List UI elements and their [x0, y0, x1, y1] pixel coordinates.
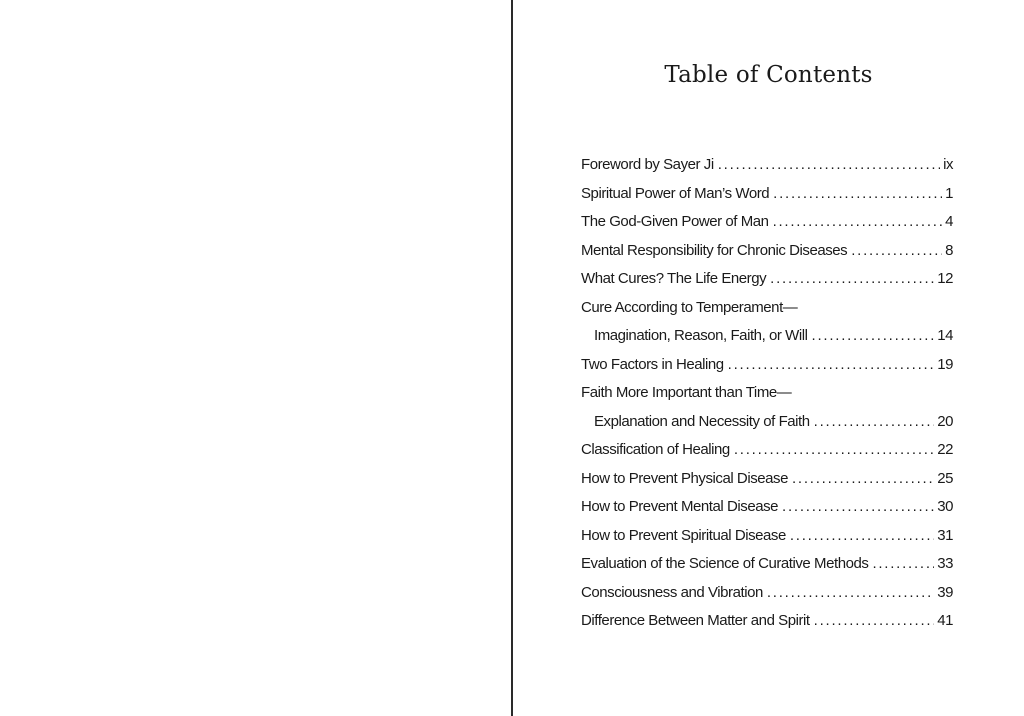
toc-entry-title: Faith More Important than Time— [581, 384, 792, 401]
toc-dot-leader [773, 208, 943, 237]
toc-dot-leader [792, 465, 934, 494]
toc-entry-page: 30 [937, 498, 953, 515]
toc-entry-title: Consciousness and Vibration [581, 583, 763, 601]
toc-entry[interactable] [581, 436, 953, 465]
toc-dot-leader [773, 180, 942, 209]
toc-entry-heading[interactable] [581, 294, 953, 323]
toc-entry[interactable] [581, 237, 953, 266]
toc-dot-leader [812, 322, 935, 351]
toc-entry[interactable] [581, 180, 953, 209]
toc-entry-page: 8 [945, 241, 953, 259]
toc-dot-leader [814, 607, 935, 636]
toc-entry[interactable] [581, 522, 953, 551]
toc-dot-leader [728, 351, 935, 380]
toc-entry[interactable] [581, 579, 953, 608]
toc-entry-title: How to Prevent Physical Disease [581, 469, 788, 487]
toc-entry-title: Difference Between Matter and Spirit [581, 612, 810, 629]
toc-dot-leader [814, 408, 935, 437]
toc-entry-title: Classification of Healing [581, 441, 730, 458]
toc-entry[interactable] [581, 265, 953, 294]
toc-title: Table of Contents [664, 62, 873, 88]
toc-entry-page: 41 [937, 612, 953, 629]
toc-entry[interactable] [581, 351, 953, 380]
toc-dot-leader [770, 265, 934, 294]
toc-entry-page: 4 [945, 213, 953, 230]
toc-entry-title: What Cures? The Life Energy [581, 270, 767, 287]
toc-entry-page: 12 [937, 270, 953, 287]
toc-dot-leader [718, 151, 940, 180]
toc-entry-subline[interactable] [581, 408, 953, 437]
right-page-toc [513, 0, 1024, 716]
toc-entry-page: 22 [937, 441, 953, 458]
toc-entry-title: How to Prevent Spiritual Disease [581, 526, 786, 544]
toc-entry-page: 20 [937, 412, 953, 430]
toc-dot-leader [782, 493, 934, 522]
toc-dot-leader [851, 237, 942, 266]
toc-entry-title: Foreword by Sayer Ji [581, 156, 714, 173]
toc-entry-subline[interactable] [581, 322, 953, 351]
toc-entry[interactable] [581, 151, 953, 180]
toc-entry-title: How to Prevent Mental Disease [581, 498, 779, 515]
toc-entry[interactable] [581, 208, 953, 237]
toc-entry-page: 33 [937, 555, 953, 572]
toc-entry-page: 1 [945, 184, 953, 202]
toc-entry-title: Evaluation of the Science of Curative Methods [581, 555, 869, 572]
toc-entry-title: Spiritual Power of Man’s Word [581, 184, 770, 202]
toc-entry[interactable] [581, 550, 953, 579]
toc-list [581, 151, 953, 636]
toc-entry-title: Imagination, Reason, Faith, or Will [594, 327, 808, 344]
toc-entry[interactable] [581, 607, 953, 636]
toc-entry-title: Cure According to Temperament— [581, 298, 798, 316]
toc-entry-page: 14 [937, 327, 953, 344]
toc-entry[interactable] [581, 465, 953, 494]
toc-entry-title: Explanation and Necessity of Faith [594, 412, 810, 430]
toc-entry[interactable] [581, 493, 953, 522]
toc-entry-page: 19 [937, 355, 953, 373]
toc-dot-leader [734, 436, 934, 465]
toc-entry-title: Mental Responsibility for Chronic Diseases [581, 241, 848, 259]
toc-entry-title: Two Factors in Healing [581, 355, 724, 373]
toc-entry-page: 25 [937, 469, 953, 487]
toc-dot-leader [767, 579, 934, 608]
toc-entry-page: 31 [937, 526, 953, 544]
toc-entry-page: ix [943, 156, 953, 173]
toc-entry-heading[interactable] [581, 379, 953, 408]
toc-dot-leader [790, 522, 934, 551]
toc-dot-leader [872, 550, 934, 579]
toc-entry-title: The God-Given Power of Man [581, 213, 769, 230]
toc-entry-page: 39 [937, 583, 953, 601]
